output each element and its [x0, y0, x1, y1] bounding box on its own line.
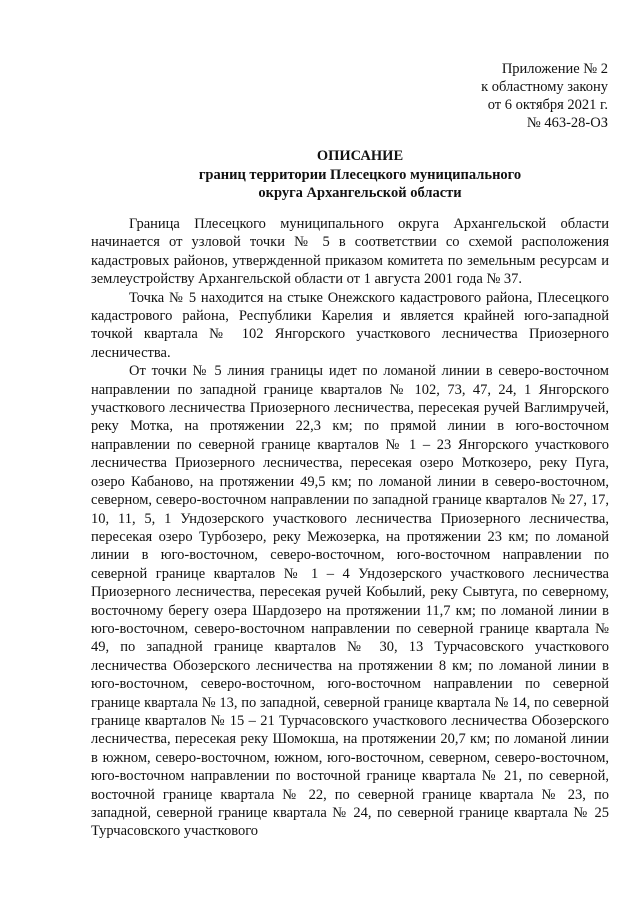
- appendix-date: от 6 октября 2021 г.: [487, 97, 608, 113]
- document-subtitle-line1: границ территории Плесецкого муниципального: [198, 166, 522, 183]
- appendix-number: Приложение № 2: [501, 61, 608, 77]
- paragraph: От точки № 5 линия границы идет по ломаной линии в северо-восточном направлении по западной границе кварталов № 102, 73, 47, 24, 1 Янгорского участкового лесничества Приозерного лесничества, пересекая ручей Ваглимручей, реку Мотка, на протяжении 22,3 км; по прямой линии в юго-восточном направлении по северной границе кварталов № 1 – 23 Янгорского участкового лесничества Приозерного лесничества, пересекая озеро Моткозеро, реку Пуга, озеро Кабаново, на протяжении 49,5 км; по ломаной линии в северо-восточном, северном, северо-восточном направлении по западной границе кварталов № 27, 17, 10, 11, 5, 1 Ундозерского участкового лесничества Приозерного лесничества, пересекая озеро Турбозеро, реку Межозерка, на протяжении 23 км; по ломаной линии в юго-восточном, северо-восточном, юго-восточном направлении по северной границе кварталов № 1 – 4 Ундозерского участкового лесничества Приозерного лесничества, пересекая ручей Кобылий, реку Сывтуга, по северному, восточному берегу озера Шардозеро на протяжении 11,7 км; по ломаной линии в юго-восточном, северо-восточном направлении по северной границе квартала № 49, по западной границе кварталов № 30, 13 Турчасовского участкового лесничества Обозерского лесничества на протяжении 8 км; по ломаной линии в юго-восточном, северо-восточном, юго-восточном направлении по северной границе квартала № 13, по западной, северной границе квартала № 14, по северной границе кварталов № 15 – 21 Турчасовского участкового лесничества Обозерского лесничества, пересекая реку Шомокша, на протяжении 20,7 км; по ломаной линии в южном, северо-восточном, южном, юго-восточном, северном, северо-восточном, юго-восточном направлении по восточной границе квартала № 21, по северной, восточной границе квартала № 22, по северной границе квартала № 23, по западной, северной границе квартала № 24, по северной границе квартала № 25 Турчасовского участкового: [91, 363, 609, 840]
- document-body: [91, 215, 609, 841]
- paragraph: Граница Плесецкого муниципального округа Архангельской области начинается от узловой точки № 5 в соответствии со схемой расположения кадастровых районов, утвержденной приказом комитета по земельным ресурсам и землеустройству Архангельской области от 1 августа 2001 года № 37.: [91, 216, 609, 288]
- appendix-law-ref: к областному закону: [481, 79, 608, 95]
- appendix-reference: [481, 60, 608, 132]
- document-heading: [60, 147, 640, 203]
- appendix-law-number: № 463-28-ОЗ: [526, 115, 608, 131]
- document-title: ОПИСАНИЕ: [316, 148, 404, 164]
- document-subtitle-line2: округа Архангельской области: [258, 185, 462, 201]
- paragraph: Точка № 5 находится на стыке Онежского кадастрового района, Плесецкого кадастрового района, Республики Карелия и является крайней юго-западной точкой квартала № 102 Янгорского участкового лесничества Приозерного лесничества.: [91, 289, 609, 361]
